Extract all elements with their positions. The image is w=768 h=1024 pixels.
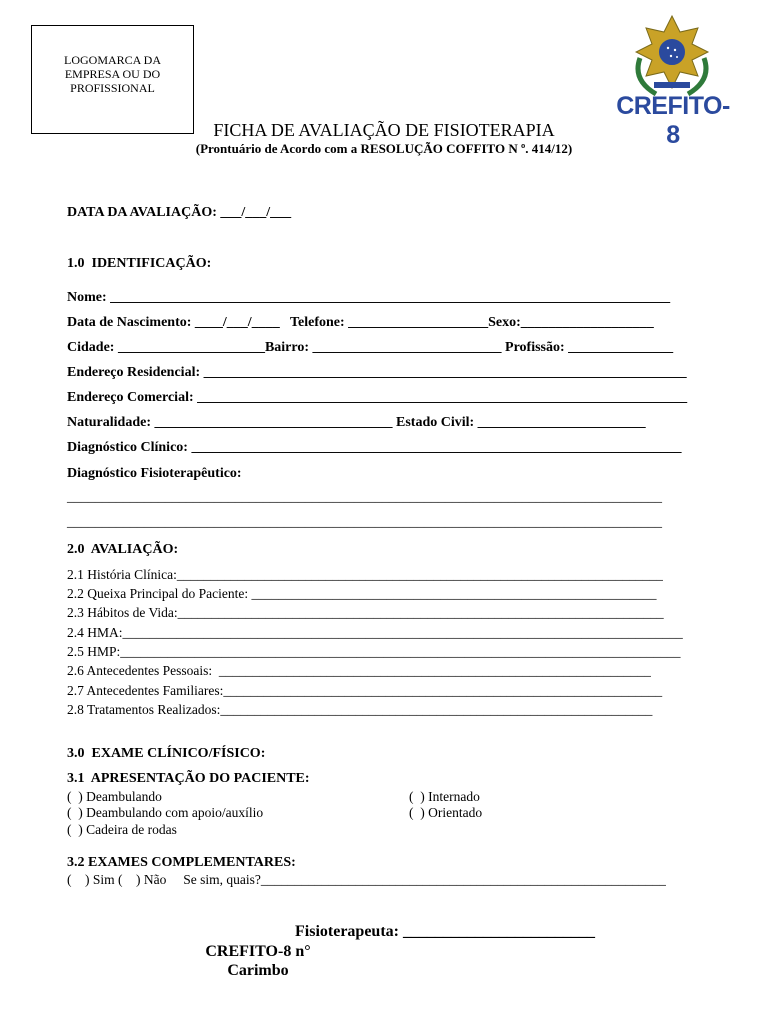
option-deambulando[interactable]: ( ) Deambulando	[67, 789, 162, 804]
option-cadeira-de-rodas[interactable]: ( ) Cadeira de rodas	[67, 822, 177, 837]
diagnostico-fisioterapeutico-label: Diagnóstico Fisioterapêutico:	[67, 466, 242, 481]
logo-placeholder-box	[31, 25, 194, 134]
avaliacao-heading: 2.0 AVALIAÇÃO:	[67, 542, 179, 557]
historia-clinica-field[interactable]: 2.1 História Clínica:________________________________________________________________________	[67, 567, 663, 582]
hma-field[interactable]: 2.4 HMA:___________________________________________________________________________________	[67, 625, 683, 640]
nascimento-telefone-sexo-field[interactable]: Data de Nascimento: ____/___/____ Telefone: ____________________Sexo:___________________	[67, 315, 654, 330]
fisioterapeuta-signature-field[interactable]: Fisioterapeuta: ________________________	[295, 923, 595, 940]
carimbo-label: Carimbo	[227, 962, 289, 979]
queixa-principal-field[interactable]: 2.2 Queixa Principal do Paciente: ____________________________________________________________	[67, 586, 657, 601]
nome-field[interactable]: Nome: ________________________________________________________________________________	[67, 290, 671, 305]
diagnostico-fisioterapeutico-line-1[interactable]: _____________________________________________________________________________________	[67, 490, 662, 505]
exame-heading: 3.0 EXAME CLÍNICO/FÍSICO:	[67, 746, 266, 761]
habitos-de-vida-field[interactable]: 2.3 Hábitos de Vida:________________________________________________________________________	[67, 605, 664, 620]
hmp-field[interactable]: 2.5 HMP:___________________________________________________________________________________	[67, 644, 681, 659]
page-subtitle: (Prontuário de Acordo com a RESOLUÇÃO COFFITO N º. 414/12)	[195, 141, 573, 156]
endereco-comercial-field[interactable]: Endereço Comercial: ______________________________________________________________________	[67, 390, 688, 405]
endereco-residencial-field[interactable]: Endereço Residencial: _____________________________________________________________________	[67, 365, 687, 380]
naturalidade-estado-civil-field[interactable]: Naturalidade: __________________________________ Estado Civil: ________________________	[67, 415, 646, 430]
crefito-logo-text: CREFITO-8	[616, 92, 730, 149]
option-deambulando-com-apoio[interactable]: ( ) Deambulando com apoio/auxílio	[67, 805, 264, 820]
diagnostico-fisioterapeutico-line-2[interactable]: _____________________________________________________________________________________	[67, 515, 662, 530]
crefito-number-label: CREFITO-8 n°	[205, 943, 311, 960]
diagnostico-clinico-field[interactable]: Diagnóstico Clínico: ______________________________________________________________________	[67, 440, 682, 455]
antecedentes-pessoais-field[interactable]: 2.6 Antecedentes Pessoais: ________________________________________________________________	[67, 663, 651, 678]
page-title: FICHA DE AVALIAÇÃO DE FISIOTERAPIA	[213, 120, 555, 140]
logo-placeholder-text: LOGOMARCA DA EMPRESA OU DO PROFISSIONAL	[63, 52, 161, 95]
option-orientado[interactable]: ( ) Orientado	[409, 805, 483, 820]
data-avaliacao-line[interactable]: DATA DA AVALIAÇÃO: ___/___/___	[67, 205, 292, 220]
cidade-bairro-profissao-field[interactable]: Cidade: _____________________Bairro: ___________________________ Profissão: _______________	[67, 340, 674, 355]
exames-complementares-heading: 3.2 EXAMES COMPLEMENTARES:	[67, 855, 296, 870]
exames-complementares-field[interactable]: ( ) Sim ( ) Não Se sim, quais?____________________________________________________________	[67, 872, 666, 887]
apresentacao-heading: 3.1 APRESENTAÇÃO DO PACIENTE:	[67, 771, 310, 786]
option-internado[interactable]: ( ) Internado	[409, 789, 480, 804]
identificacao-heading: 1.0 IDENTIFICAÇÃO:	[67, 256, 212, 271]
tratamentos-realizados-field[interactable]: 2.8 Tratamentos Realizados:________________________________________________________________	[67, 702, 653, 717]
antecedentes-familiares-field[interactable]: 2.7 Antecedentes Familiares:_________________________________________________________________	[67, 683, 663, 698]
